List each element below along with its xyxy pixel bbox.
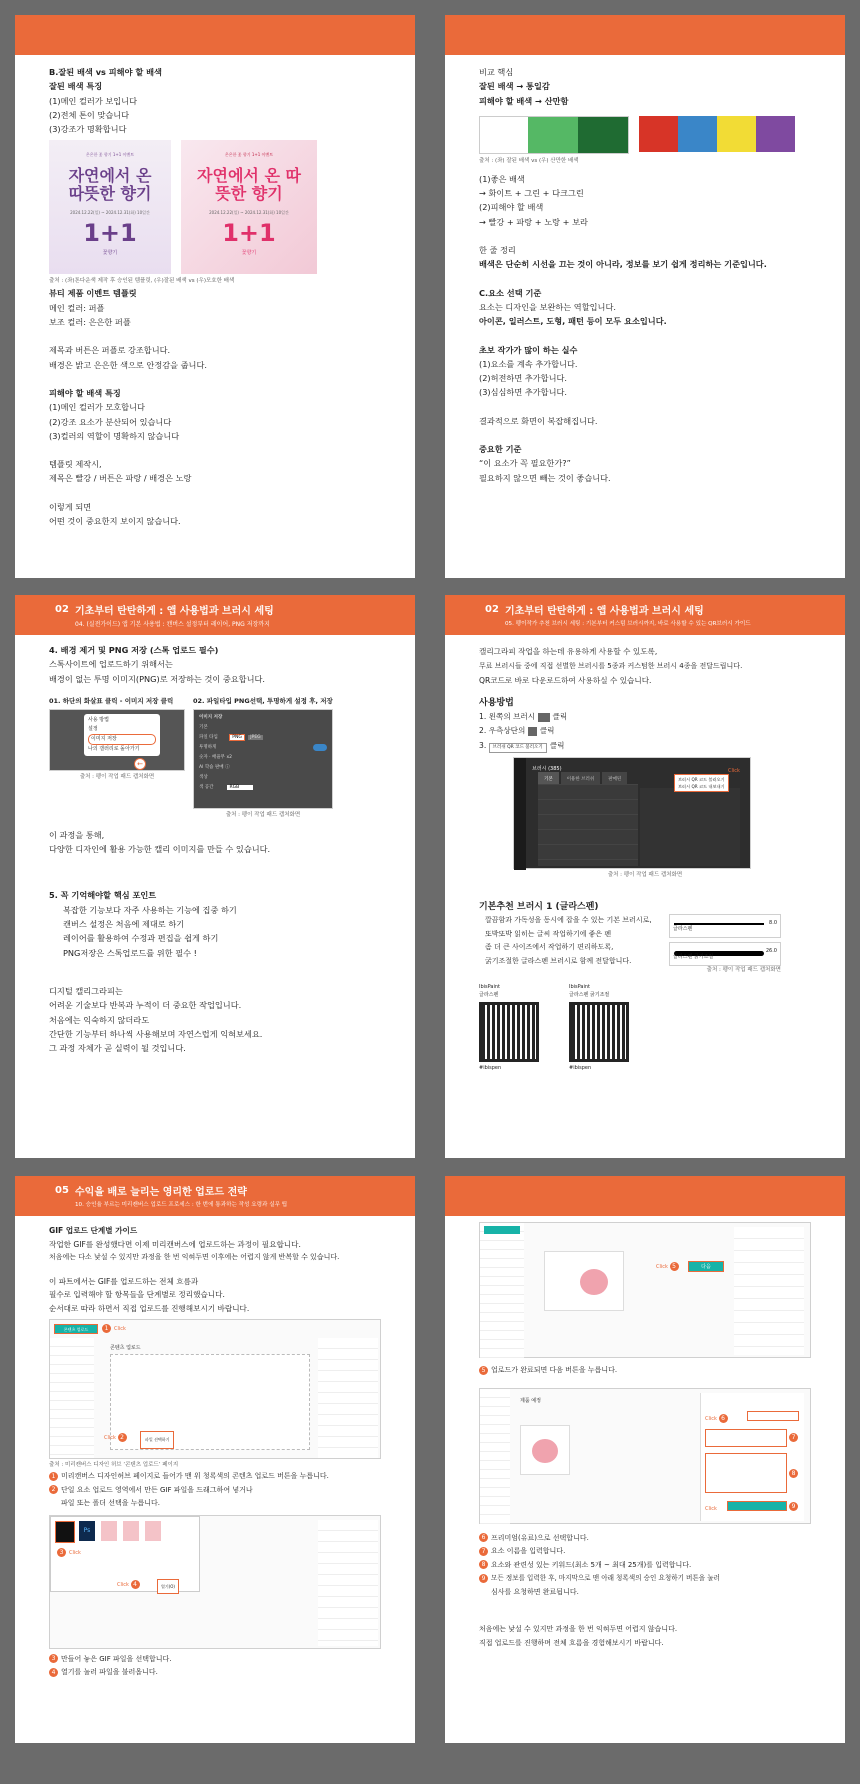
page-6 xyxy=(445,1176,845,1743)
file-thumb[interactable] xyxy=(123,1521,139,1541)
swatch-dark-green xyxy=(578,117,628,153)
menu-item-save-image[interactable]: 이미지 저장 xyxy=(88,734,156,745)
jpeg-option[interactable]: JPEG xyxy=(250,734,261,740)
subheading: 중요한 기준 xyxy=(479,444,522,455)
text-line: 디지털 캘리그라피는 xyxy=(49,985,123,996)
step-line: 9 모든 정보를 입력한 후, 마지막으로 맨 아래 청록색의 승인 요청하기 버튼을 눌러 xyxy=(479,1572,811,1586)
file-thumb-selected[interactable] xyxy=(55,1521,75,1543)
menu-item-settings[interactable]: 설정 xyxy=(88,725,98,732)
page-header-band xyxy=(15,15,415,55)
text-line: 제목과 버튼은 퍼플로 강조합니다. xyxy=(49,345,171,356)
text-line: “이 요소가 꼭 필요한가?” xyxy=(479,458,571,469)
step-line: 8 요소와 관련성 있는 키워드(최소 5개 ~ 최대 25개)를 입력합니다. xyxy=(479,1559,811,1573)
click-label: Click 6 xyxy=(705,1413,731,1427)
page-header-band xyxy=(15,595,415,635)
brush-sample-2: 26.0 글라스펜 굵기조절 xyxy=(669,942,781,966)
chapter-number: 05 xyxy=(55,1185,69,1196)
spacer xyxy=(49,372,381,386)
subheading: 초보 작가가 많이 하는 실수 xyxy=(479,344,578,355)
bird-image xyxy=(580,1269,608,1295)
menu-icon[interactable] xyxy=(528,727,537,736)
qr-import-button[interactable]: 브러쉬 QR 코드 불러오기 xyxy=(489,743,547,753)
chapter-subtitle: 05. 펭이작가 추천 브러시 세팅 : 기본부터 커스텀 브러시까지, 바로 사용할 수 있는 QR브러시 가이드 xyxy=(505,621,751,627)
swatch-row xyxy=(479,116,811,154)
subheading: 잘된 배색 특징 xyxy=(49,81,103,92)
panel-tab[interactable]: 판매된 xyxy=(602,772,627,788)
step-line: 2. 우측상단의 클릭 xyxy=(479,726,555,736)
chapter-title: 기초부터 탄탄하게 : 앱 사용법과 브러시 세팅 xyxy=(75,606,274,617)
text-line: 직접 업로드를 진행하며 전체 흐름을 경험해보시기 바랍니다. xyxy=(479,1638,664,1647)
transparent-toggle[interactable] xyxy=(313,744,327,751)
step-line: 2 단일 요소 업로드 영역에서 만든 GIF 파일을 드래그하여 넣거나 xyxy=(49,1484,381,1498)
spacer xyxy=(49,443,381,457)
swatch-yellow xyxy=(717,116,756,152)
poster-plus: 1+1 xyxy=(83,219,137,248)
text-line: 처음에는 다소 낯설 수 있지만 과정을 한 번 익혀두면 이후에는 어렵지 않게 반복할 수 있습니다. xyxy=(49,1253,340,1261)
text-line: 깔끔함과 가독성을 동시에 잡을 수 있는 기본 브러시로, xyxy=(485,916,652,925)
qr-card-1 xyxy=(479,983,539,1072)
page-header-band xyxy=(445,15,845,55)
text-line: 또박또박 읽히는 글씨 작업하기에 좋은 펜 xyxy=(485,929,612,938)
swatch-green xyxy=(528,117,578,153)
text-line: (2)허전하면 추가합니다. xyxy=(479,373,567,384)
text-line: 처음에는 낯설 수 있지만 과정을 한 번 익혀두면 어렵지 않습니다. xyxy=(479,1625,678,1633)
text-line: (2)전체 톤이 맞습니다 xyxy=(49,109,130,120)
png-option[interactable]: PNG xyxy=(229,734,245,741)
text-line: 메인 컬러: 퍼플 xyxy=(49,302,105,313)
step-line: 심사를 요청하면 완료됩니다. xyxy=(491,1587,579,1596)
panel-tab[interactable]: 이용한 브러쉬 xyxy=(561,772,601,788)
brush-icon[interactable] xyxy=(538,713,550,722)
text-line: (3)심심하면 추가합니다. xyxy=(479,387,567,398)
bird-image xyxy=(532,1439,558,1463)
qr-code[interactable] xyxy=(479,1002,539,1062)
subheading: 뷰티 제품 이벤트 템플릿 xyxy=(49,288,137,299)
menu-item-qr-export[interactable]: 브러시 QR 코드 내보내기 xyxy=(678,784,725,790)
qr-app: IbisPaint xyxy=(479,984,501,991)
text-line: 비교 핵심 xyxy=(479,67,514,77)
section-title: 5. 꼭 기억해야할 핵심 포인트 xyxy=(49,890,157,901)
caption: 출처 : 펭이 작업 패드 캡처화면 xyxy=(79,773,155,780)
page-header-band xyxy=(15,1176,415,1216)
qr-name: 글라스펜 굵기조절 xyxy=(569,992,610,999)
dialog-row: AI 학습 판매 ⓘ xyxy=(199,764,230,770)
qr-app: IbisPaint xyxy=(569,984,591,991)
text-line: 피해야 할 배색 → 산만함 xyxy=(479,95,569,106)
click-label: Click xyxy=(728,768,740,775)
text-line: (1)메인 컬러가 보입니다 xyxy=(49,95,137,106)
menu-item-back-gallery[interactable]: 나의 갤러리로 돌아가기 xyxy=(88,745,140,752)
qr-code[interactable] xyxy=(569,1002,629,1062)
chapter-subtitle: 10. 승인율 부르는 미리캔버스 업로드 프로세스 : 한 번에 통과하는 작성 요령과 실무 팁 xyxy=(75,1202,288,1208)
caption: 출처 : 펭이 작업 패드 캡처화면 xyxy=(225,811,301,818)
file-thumb[interactable] xyxy=(145,1521,161,1541)
section-title: GIF 업로드 단계별 가이드 xyxy=(49,1226,138,1235)
upload-complete-screenshot xyxy=(479,1222,811,1358)
bullet-item: • 복잡한 기능보다 자주 사용하는 기능에 집중 하기 xyxy=(63,903,381,917)
step-line: 4 열기를 눌러 파일을 불러옵니다. xyxy=(49,1666,381,1680)
text-line: 필수로 입력해야 할 항목들을 단계별로 정리했습니다. xyxy=(49,1290,225,1299)
chapter-number: 02 xyxy=(55,604,69,615)
text-line: 결과적으로 화면이 복잡해집니다. xyxy=(479,415,598,426)
section-title: B.잘된 배색 vs 피해야 할 배색 xyxy=(49,67,162,77)
qr-card-2 xyxy=(569,983,629,1072)
poster-brand: 꽃향기 xyxy=(102,250,118,257)
form-screenshot: 제품 예정 Click 6 7 8 Click 9 xyxy=(479,1388,811,1524)
text-line: 굵기조절한 글라스펜 브러시로 함께 전달합니다. xyxy=(485,956,632,965)
text-line: 어려운 기술보다 반복과 누적이 더 중요한 작업입니다. xyxy=(49,1000,242,1011)
file-select-button[interactable]: 파일 선택하기 xyxy=(140,1431,174,1449)
swatch-blue xyxy=(678,116,717,152)
chapter-title: 기초부터 탄탄하게 : 앱 사용법과 브러시 세팅 xyxy=(505,606,704,617)
poster-title: 자연에서 온 따뜻한 향기 xyxy=(68,165,152,203)
text-line: 무료 브러시들 중에 직접 선별한 브러시를 5종과 커스텀한 브러시 4종을 전달드립니다. xyxy=(479,662,743,671)
caption: 출처 : (좌)톤다운색 제작 후 승인된 템플릿, (우)잘된 배색 vs (우)모호한 배색 xyxy=(49,278,235,285)
chapter-number: 02 xyxy=(485,604,499,615)
page-header-band xyxy=(445,595,845,635)
dialog-title: 이미지 저장 xyxy=(199,714,223,720)
caption: 출처 : (좌) 잘된 배색 vs (우) 산만한 배색 xyxy=(479,157,579,164)
chapter-title: 수익을 배로 늘리는 영리한 업로드 전략 xyxy=(75,1187,247,1198)
brush-sample-1: 8.0 글라스펜 xyxy=(669,914,781,938)
next-button[interactable]: 다음 xyxy=(688,1261,724,1272)
poster-good xyxy=(49,140,171,274)
qr-name: 글라스펜 xyxy=(479,992,499,999)
form-title: 제품 예정 xyxy=(520,1397,541,1404)
caption: 출처 : 펭이 작업 패드 캡처화면 xyxy=(706,967,781,974)
text-line: (3)강조가 명확합니다 xyxy=(49,124,127,135)
open-button[interactable]: 열기(O) xyxy=(157,1579,179,1595)
step-line: 파일 또는 폴더 선택을 누릅니다. xyxy=(61,1499,161,1507)
menu-screenshot xyxy=(49,709,185,771)
text-line: 이렇게 되면 xyxy=(49,501,92,512)
text-line: 보조 컬러: 은은한 퍼플 xyxy=(49,317,131,328)
text-line: 간단한 기능부터 하나씩 사용해보며 자연스럽게 익혀보세요. xyxy=(49,1028,263,1039)
text-line: 그 과정 자체가 곧 실력이 될 것입니다. xyxy=(49,1043,186,1054)
text-line: QR코드로 바로 다운로드하여 사용하실 수 있습니다. xyxy=(479,675,652,685)
qr-tag: #ibispen xyxy=(569,1065,592,1072)
poster-date: 2024.12.22(일) ~ 2024.12.31(화) 10일간 xyxy=(209,209,289,215)
text-line: 순서대로 따라 하면서 직접 업로드를 진행해보시기 바랍니다. xyxy=(49,1303,250,1313)
text-line: 좀 더 큰 사이즈에서 작업하기 편리하도록, xyxy=(485,943,614,952)
poster-brand: 꽃향기 xyxy=(241,250,257,257)
color-space-select[interactable]: RGB xyxy=(227,785,253,790)
caption: 출처 : 미리캔버스 디자인 허브 ‘콘텐츠 업로드’ 페이지 xyxy=(49,1462,179,1468)
click-label: Click 2 xyxy=(104,1432,130,1446)
text-line: 캘리그라피 작업을 하는데 유용하게 사용할 수 있도록, xyxy=(479,647,658,656)
text-line: 스톡사이트에 업로드하기 위해서는 xyxy=(49,659,173,670)
text-line: → 화이트 + 그린 + 다크그린 xyxy=(479,188,584,199)
text-line: 배색은 단순히 시선을 끄는 것이 아니라, 정보를 보기 쉽게 정리하는 기준입니다. xyxy=(479,259,767,270)
text-line: 아이콘, 일러스트, 도형, 패턴 등이 모두 요소입니다. xyxy=(479,316,667,327)
page-3 xyxy=(15,595,415,1158)
poster-title: 자연에서 온 따뜻한 향기 xyxy=(197,165,301,203)
step-line: 1. 왼쪽의 브러시 클릭 xyxy=(479,712,568,722)
dialog-row: 색 공간 RGB xyxy=(199,783,327,793)
text-line: (2)강조 요소가 분산되어 있습니다 xyxy=(49,416,172,427)
file-picker-screenshot xyxy=(49,1515,381,1649)
qr-tag: #ibispen xyxy=(479,1065,502,1072)
swatch-red xyxy=(639,116,678,152)
step-line: 7 요소 이름을 입력합니다. xyxy=(479,1545,811,1559)
dialog-row: 투명하게 xyxy=(199,743,327,753)
panel-title: 브러시 (385) xyxy=(532,766,562,773)
step-2-title: 02. 파일타입 PNG선택, 투명하게 설정 후, 저장 xyxy=(193,696,333,705)
text-line: 필요하지 않으면 빼는 것이 좋습니다. xyxy=(479,472,611,483)
page-4 xyxy=(445,595,845,1158)
text-line: 다양한 디자인에 활용 가능한 캘리 이미지를 만들 수 있습니다. xyxy=(49,844,271,855)
brush-panel-screenshot xyxy=(513,757,751,869)
approval-request-button[interactable] xyxy=(727,1501,787,1511)
ps-file-icon[interactable]: Ps xyxy=(79,1521,95,1541)
subheading: 피해야 할 배색 특징 xyxy=(49,387,121,398)
keyword-input[interactable] xyxy=(705,1453,787,1493)
section-title: 4. 배경 제거 및 PNG 저장 (스톡 업로드 필수) xyxy=(49,645,219,655)
step-line: 3. 브러쉬 QR 코드 불러오기 클릭 xyxy=(479,739,811,753)
text-line: 작업한 GIF를 완성했다면 이제 미리캔버스에 업로드하는 과정이 필요합니다. xyxy=(49,1239,301,1249)
shot-title: 콘텐츠 업로드 xyxy=(110,1345,141,1351)
text-line: (2)피해야 할 배색 xyxy=(479,202,544,213)
poster-pre: 은은한 꽃 향기 1+1 이벤트 xyxy=(224,152,274,158)
upload-page-screenshot xyxy=(49,1319,381,1459)
text-line: 이 과정을 통해, xyxy=(49,829,105,840)
text-line: (1)요소를 계속 추가합니다. xyxy=(479,358,578,369)
premium-select[interactable] xyxy=(747,1411,799,1421)
menu-item-howto[interactable]: 사용 방법 xyxy=(88,716,109,723)
click-label: Click 5 xyxy=(656,1261,682,1275)
dialog-row: 숫자 · 배율무 x2 xyxy=(199,754,232,760)
text-line: 요소는 디자인을 보완하는 역할입니다. xyxy=(479,301,616,312)
chapter-subtitle: 04. (실전가이드) 앱 기본 사용법 : 캔버스 설정부터 레이어, PNG 저장까지 xyxy=(75,621,270,628)
click-label: 3 Click xyxy=(57,1547,81,1561)
text-line: → 빨강 + 파랑 + 노랑 + 보라 xyxy=(479,216,588,227)
panel-tab[interactable]: 기본 xyxy=(538,772,559,788)
spacer xyxy=(49,329,381,343)
text-line: 어떤 것이 중요한지 보이지 않습니다. xyxy=(49,516,181,527)
menu-item-qr-import[interactable]: 브러시 QR 코드 불러오기 xyxy=(678,777,725,783)
page-2 xyxy=(445,15,845,578)
text-line: 템플릿 제작시, xyxy=(49,459,102,470)
caption: 출처 : 펭이 작업 패드 캡처화면 xyxy=(607,872,683,879)
name-input[interactable] xyxy=(705,1429,787,1447)
text-line: 배경은 밝고 은은한 색으로 안정감을 줍니다. xyxy=(49,359,207,370)
text-line: (1)메인 컬러가 모호합니다 xyxy=(49,402,145,413)
page-header-band xyxy=(445,1176,845,1216)
poster-bad xyxy=(181,140,317,274)
arrow-icon[interactable]: ← xyxy=(134,758,146,770)
bullet-item: • 레이어를 활용하여 수정과 편집을 쉽게 하기 xyxy=(63,931,381,945)
poster-plus: 1+1 xyxy=(222,219,276,248)
text-line: 잘된 배색 → 통일감 xyxy=(479,81,550,92)
page-1 xyxy=(15,15,415,578)
text-line: 처음에는 익숙하지 않더라도 xyxy=(49,1014,150,1025)
swatch-white xyxy=(480,117,528,153)
subheading: 사용방법 xyxy=(479,697,514,708)
click-label: Click 4 xyxy=(117,1579,143,1593)
file-thumb[interactable] xyxy=(101,1521,117,1541)
text-line: (1)좋은 배색 xyxy=(479,173,525,184)
step-line: 6 프리미엄(유료)으로 선택합니다. xyxy=(479,1532,811,1546)
save-dialog-screenshot xyxy=(193,709,333,809)
dialog-row: 색상 xyxy=(199,774,208,780)
text-line: 한 줄 정리 xyxy=(479,245,516,256)
poster-pre: 은은한 꽃 향기 1+1 이벤트 xyxy=(85,152,135,158)
page-5 xyxy=(15,1176,415,1743)
bullet-item: • PNG저장은 스톡업로드를 위한 필수 ! xyxy=(63,946,381,960)
step-line: 5 업로드가 완료되면 다음 버튼을 누릅니다. xyxy=(479,1364,811,1378)
step-1-title: 01. 하단의 화살표 클릭 - 이미지 저장 클릭 xyxy=(49,696,174,705)
subheading: C.요소 선택 기준 xyxy=(479,287,542,298)
step-line: 1 미리캔버스 디자인허브 페이지로 들어가 맨 위 청록색의 콘텐츠 업로드 버튼을 누릅니다. xyxy=(49,1470,381,1484)
text-line: 제목은 빨강 / 버튼은 파랑 / 배경은 노랑 xyxy=(49,473,192,484)
text-line: 배경이 없는 투명 이미지(PNG)로 저장하는 것이 중요합니다. xyxy=(49,673,266,684)
poster-date: 2024.12.22(일) ~ 2024.12.31(화) 10일간 xyxy=(70,209,150,215)
text-line: (3)컬러의 역할이 명확하지 않습니다 xyxy=(49,430,180,441)
click-label: 1 Click xyxy=(102,1323,126,1337)
text-line: 이 파트에서는 GIF를 업로드하는 전체 흐름과 xyxy=(49,1276,199,1286)
click-label: Click xyxy=(705,1505,717,1512)
swatch-purple xyxy=(756,116,795,152)
bullet-item: • 캔버스 설정은 처음에 제대로 하기 xyxy=(63,917,381,931)
spacer xyxy=(49,486,381,500)
dialog-row: 기본 xyxy=(199,724,208,730)
step-line: 3 만들어 놓은 GIF 파일을 선택합니다. xyxy=(49,1653,381,1667)
content-upload-button[interactable]: 콘텐츠 업로드 xyxy=(54,1324,98,1334)
dialog-row: 파일 타입 PNG JPEG xyxy=(199,734,261,740)
subheading: 기본추천 브러시 1 (글라스펜) xyxy=(479,902,599,913)
